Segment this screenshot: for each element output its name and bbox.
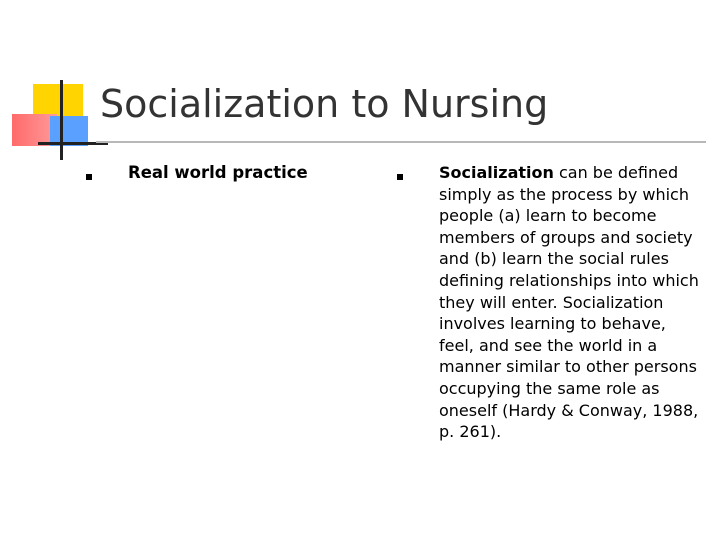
right-bullet-text [439, 162, 704, 443]
title-underline [96, 141, 706, 143]
right-bullet-body: can be defined simply as the process by which people (a) learn to become members of groups and society and (b) learn the social rules defining relationships into which they will enter. Socialization involves learning to behave, feel, and see the world in a manner similar to other persons occupying the same role as oneself (Hardy & Conway, 1988, p. 261). [439, 163, 699, 442]
square-bullet-icon [397, 174, 403, 180]
square-bullet-icon [86, 174, 92, 180]
right-bullet-lead: Socialization [439, 163, 554, 182]
left-bullet-text: Real world practice [128, 163, 308, 182]
logo-vertical-line [60, 80, 63, 160]
slide-title: Socialization to Nursing [100, 82, 549, 126]
